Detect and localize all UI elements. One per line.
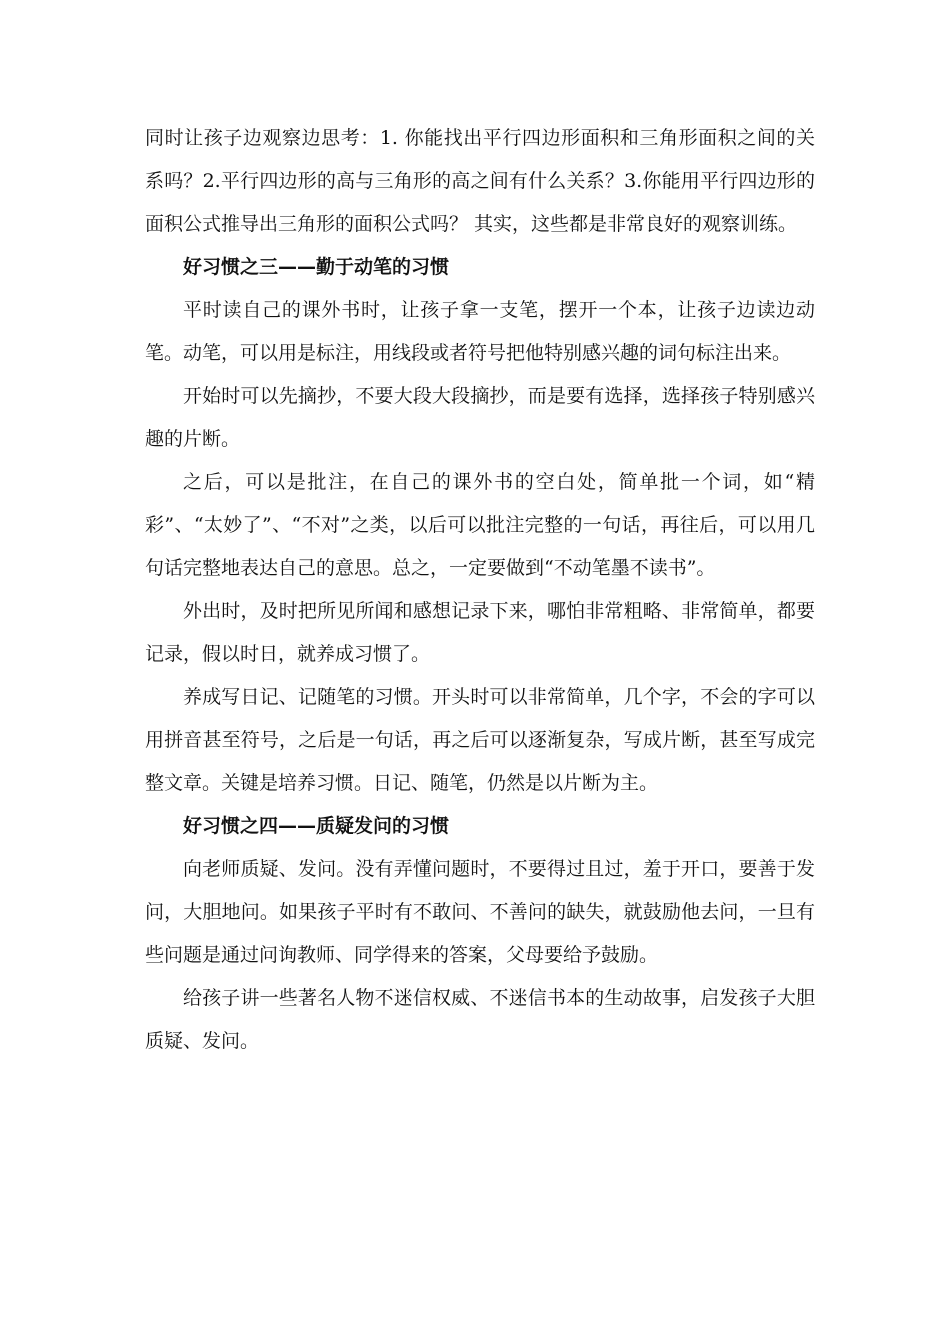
paragraph-excerpting: 开始时可以先摘抄，不要大段大段摘抄，而是要有选择，选择孩子特别感兴趣的片断。 (145, 385, 815, 450)
paragraph-diary-habit: 养成写日记、记随笔的习惯。开头时可以非常简单，几个字，不会的字可以用拼音甚至符号，之后是一句话，再之后可以逐渐复杂，写成片断，甚至写成完整文章。关键是培养习惯。日记、随笔，仍然是以片断为主。 (145, 686, 815, 794)
paragraph-recording-outings: 外出时，及时把所见所闻和感想记录下来，哪怕非常粗略、非常简单，都要记录，假以时日，就养成习惯了。 (145, 600, 815, 665)
paragraph-inspiring-stories: 给孩子讲一些著名人物不迷信权威、不迷信书本的生动故事，启发孩子大胆质疑、发问。 (145, 987, 815, 1052)
paragraph-reading-with-pen: 平时读自己的课外书时，让孩子拿一支笔，摆开一个本，让孩子边读边动笔。动笔，可以用是标注，用线段或者符号把他特别感兴趣的词句标注出来。 (145, 299, 815, 364)
section-heading-habit-four: 好习惯之四——质疑发问的习惯 (183, 815, 450, 837)
paragraph-asking-teachers: 向老师质疑、发问。没有弄懂问题时，不要得过且过，羞于开口，要善于发问，大胆地问。如果孩子平时有不敢问、不善问的缺失，就鼓励他去问，一旦有些问题是通过问询教师、同学得来的答案，父母要给予鼓励。 (145, 858, 815, 966)
section-heading-habit-three: 好习惯之三——勤于动笔的习惯 (183, 256, 450, 278)
document-body (145, 117, 815, 1063)
paragraph-observation-questions: 同时让孩子边观察边思考：1. 你能找出平行四边形面积和三角形面积之间的关系吗？2.平行四边形的高与三角形的高之间有什么关系？3.你能用平行四边形的面积公式推导出三角形的面积公式吗？ 其实，这些都是非常良好的观察训练。 (145, 127, 815, 235)
paragraph-annotation: 之后，可以是批注，在自己的课外书的空白处，简单批一个词，如“精彩”、“太妙了”、“不对”之类，以后可以批注完整的一句话，再往后，可以用几句话完整地表达自己的意思。总之，一定要做到“不动笔墨不读书”。 (145, 471, 815, 579)
